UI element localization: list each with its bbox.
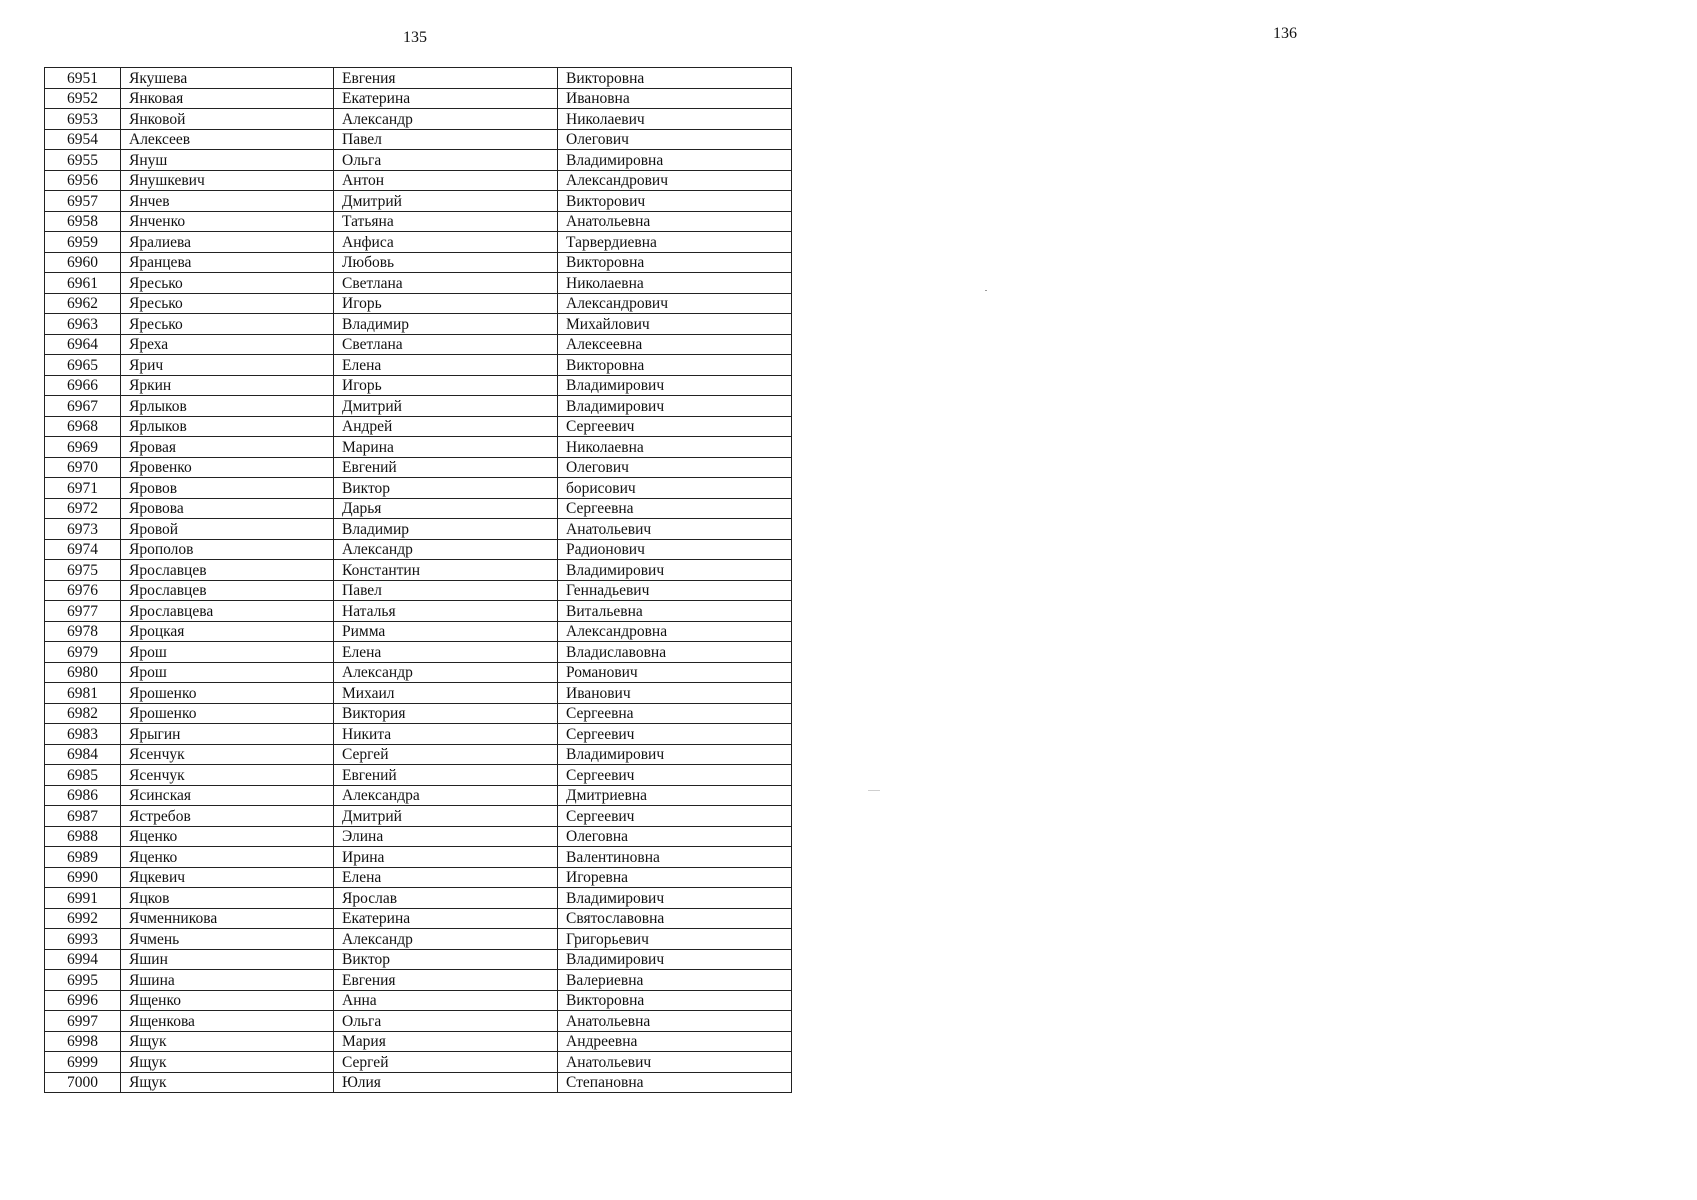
last-name-cell: Ячменникова xyxy=(121,908,334,929)
patronymic-cell: Сергеевна xyxy=(558,703,792,724)
table-row xyxy=(45,314,792,335)
patronymic-cell: Витальевна xyxy=(558,601,792,622)
record-number-cell: 6956 xyxy=(45,170,121,191)
table-row xyxy=(45,293,792,314)
last-name-cell: Яценко xyxy=(121,847,334,868)
patronymic-cell: Викторовна xyxy=(558,990,792,1011)
last-name-cell: Яроцкая xyxy=(121,621,334,642)
first-name-cell: Елена xyxy=(334,355,558,376)
patronymic-cell: Валентиновна xyxy=(558,847,792,868)
patronymic-cell: Олегович xyxy=(558,129,792,150)
last-name-cell: Януш xyxy=(121,150,334,171)
table-row xyxy=(45,252,792,273)
last-name-cell: Янушкевич xyxy=(121,170,334,191)
record-number-cell: 6969 xyxy=(45,437,121,458)
table-row xyxy=(45,990,792,1011)
table-row xyxy=(45,396,792,417)
table-row xyxy=(45,683,792,704)
first-name-cell: Дмитрий xyxy=(334,396,558,417)
first-name-cell: Евгений xyxy=(334,457,558,478)
record-number-cell: 6993 xyxy=(45,929,121,950)
first-name-cell: Игорь xyxy=(334,293,558,314)
record-number-cell: 6995 xyxy=(45,970,121,991)
record-number-cell: 6952 xyxy=(45,88,121,109)
table-row xyxy=(45,150,792,171)
patronymic-cell: Владиславовна xyxy=(558,642,792,663)
first-name-cell: Наталья xyxy=(334,601,558,622)
last-name-cell: Ясенчук xyxy=(121,744,334,765)
last-name-cell: Ярополов xyxy=(121,539,334,560)
record-number-cell: 6961 xyxy=(45,273,121,294)
patronymic-cell: Анатольевич xyxy=(558,519,792,540)
first-name-cell: Мария xyxy=(334,1031,558,1052)
first-name-cell: Ирина xyxy=(334,847,558,868)
patronymic-cell: Дмитриевна xyxy=(558,785,792,806)
patronymic-cell: Анатольевич xyxy=(558,1052,792,1073)
last-name-cell: Алексеев xyxy=(121,129,334,150)
last-name-cell: Яровая xyxy=(121,437,334,458)
patronymic-cell: Владимирович xyxy=(558,560,792,581)
last-name-cell: Ярлыков xyxy=(121,396,334,417)
patronymic-cell: Михайлович xyxy=(558,314,792,335)
record-number-cell: 6979 xyxy=(45,642,121,663)
table-row xyxy=(45,88,792,109)
last-name-cell: Ярич xyxy=(121,355,334,376)
first-name-cell: Дмитрий xyxy=(334,191,558,212)
last-name-cell: Яшин xyxy=(121,949,334,970)
record-number-cell: 6955 xyxy=(45,150,121,171)
last-name-cell: Яресько xyxy=(121,314,334,335)
record-number-cell: 6996 xyxy=(45,990,121,1011)
first-name-cell: Анна xyxy=(334,990,558,1011)
patronymic-cell: Ивановна xyxy=(558,88,792,109)
record-number-cell: 6963 xyxy=(45,314,121,335)
record-number-cell: 6960 xyxy=(45,252,121,273)
last-name-cell: Ярославцев xyxy=(121,560,334,581)
record-number-cell: 6989 xyxy=(45,847,121,868)
first-name-cell: Павел xyxy=(334,129,558,150)
first-name-cell: Александра xyxy=(334,785,558,806)
last-name-cell: Янченко xyxy=(121,211,334,232)
last-name-cell: Ященкова xyxy=(121,1011,334,1032)
last-name-cell: Ярославцева xyxy=(121,601,334,622)
patronymic-cell: Владимирович xyxy=(558,888,792,909)
page-number-left: 135 xyxy=(403,29,427,46)
record-number-cell: 6978 xyxy=(45,621,121,642)
patronymic-cell: Сергеевич xyxy=(558,765,792,786)
patronymic-cell: Радионович xyxy=(558,539,792,560)
table-row xyxy=(45,785,792,806)
record-number-cell: 6990 xyxy=(45,867,121,888)
table-row xyxy=(45,211,792,232)
first-name-cell: Юлия xyxy=(334,1072,558,1093)
table-row xyxy=(45,375,792,396)
first-name-cell: Виктор xyxy=(334,949,558,970)
last-name-cell: Яцкевич xyxy=(121,867,334,888)
record-number-cell: 6974 xyxy=(45,539,121,560)
record-number-cell: 6957 xyxy=(45,191,121,212)
patronymic-cell: Григорьевич xyxy=(558,929,792,950)
first-name-cell: Ольга xyxy=(334,1011,558,1032)
last-name-cell: Ящук xyxy=(121,1072,334,1093)
table-row xyxy=(45,1031,792,1052)
record-number-cell: 6997 xyxy=(45,1011,121,1032)
patronymic-cell: Сергеевич xyxy=(558,724,792,745)
table-row xyxy=(45,457,792,478)
table-row xyxy=(45,109,792,130)
patronymic-cell: Викторовна xyxy=(558,355,792,376)
patronymic-cell: Романович xyxy=(558,662,792,683)
last-name-cell: Ячмень xyxy=(121,929,334,950)
first-name-cell: Любовь xyxy=(334,252,558,273)
table-row xyxy=(45,129,792,150)
last-name-cell: Яресько xyxy=(121,273,334,294)
record-number-cell: 6983 xyxy=(45,724,121,745)
table-row xyxy=(45,867,792,888)
patronymic-cell: Святославовна xyxy=(558,908,792,929)
table-row xyxy=(45,334,792,355)
last-name-cell: Яцков xyxy=(121,888,334,909)
patronymic-cell: Николаевич xyxy=(558,109,792,130)
first-name-cell: Сергей xyxy=(334,744,558,765)
table-row xyxy=(45,724,792,745)
last-name-cell: Ярошенко xyxy=(121,683,334,704)
first-name-cell: Владимир xyxy=(334,519,558,540)
record-number-cell: 6999 xyxy=(45,1052,121,1073)
patronymic-cell: Викторович xyxy=(558,191,792,212)
patronymic-cell: Владимирович xyxy=(558,396,792,417)
last-name-cell: Ярыгин xyxy=(121,724,334,745)
patronymic-cell: Андреевна xyxy=(558,1031,792,1052)
table-row xyxy=(45,560,792,581)
table-row xyxy=(45,888,792,909)
record-number-cell: 6958 xyxy=(45,211,121,232)
record-number-cell: 6981 xyxy=(45,683,121,704)
roster-table xyxy=(44,67,792,1093)
record-number-cell: 6973 xyxy=(45,519,121,540)
first-name-cell: Евгений xyxy=(334,765,558,786)
last-name-cell: Ярош xyxy=(121,642,334,663)
first-name-cell: Михаил xyxy=(334,683,558,704)
last-name-cell: Ясинская xyxy=(121,785,334,806)
table-row xyxy=(45,355,792,376)
record-number-cell: 6962 xyxy=(45,293,121,314)
table-row xyxy=(45,929,792,950)
patronymic-cell: Николаевна xyxy=(558,437,792,458)
patronymic-cell: Владимирович xyxy=(558,744,792,765)
last-name-cell: Якушева xyxy=(121,68,334,89)
first-name-cell: Александр xyxy=(334,539,558,560)
roster-sheet xyxy=(44,67,791,1093)
patronymic-cell: Алексеевна xyxy=(558,334,792,355)
first-name-cell: Анфиса xyxy=(334,232,558,253)
first-name-cell: Игорь xyxy=(334,375,558,396)
patronymic-cell: Викторовна xyxy=(558,68,792,89)
record-number-cell: 6971 xyxy=(45,478,121,499)
record-number-cell: 6988 xyxy=(45,826,121,847)
table-row xyxy=(45,478,792,499)
last-name-cell: Яровова xyxy=(121,498,334,519)
last-name-cell: Янковой xyxy=(121,109,334,130)
patronymic-cell: Сергеевна xyxy=(558,498,792,519)
last-name-cell: Яреха xyxy=(121,334,334,355)
record-number-cell: 6977 xyxy=(45,601,121,622)
table-row xyxy=(45,847,792,868)
table-row xyxy=(45,273,792,294)
table-row xyxy=(45,68,792,89)
first-name-cell: Элина xyxy=(334,826,558,847)
first-name-cell: Татьяна xyxy=(334,211,558,232)
first-name-cell: Евгения xyxy=(334,970,558,991)
patronymic-cell: Александрович xyxy=(558,170,792,191)
table-row xyxy=(45,232,792,253)
table-row xyxy=(45,519,792,540)
patronymic-cell: Анатольевна xyxy=(558,1011,792,1032)
first-name-cell: Александр xyxy=(334,109,558,130)
table-row xyxy=(45,765,792,786)
page-number-right: 136 xyxy=(1273,25,1297,42)
record-number-cell: 6992 xyxy=(45,908,121,929)
table-row xyxy=(45,662,792,683)
first-name-cell: Римма xyxy=(334,621,558,642)
scan-speck xyxy=(868,790,880,791)
first-name-cell: Елена xyxy=(334,867,558,888)
last-name-cell: Ясенчук xyxy=(121,765,334,786)
first-name-cell: Дмитрий xyxy=(334,806,558,827)
last-name-cell: Яровов xyxy=(121,478,334,499)
last-name-cell: Ярошенко xyxy=(121,703,334,724)
patronymic-cell: Сергеевич xyxy=(558,416,792,437)
record-number-cell: 6968 xyxy=(45,416,121,437)
last-name-cell: Яркин xyxy=(121,375,334,396)
patronymic-cell: борисович xyxy=(558,478,792,499)
table-row xyxy=(45,826,792,847)
record-number-cell: 6991 xyxy=(45,888,121,909)
table-row xyxy=(45,744,792,765)
table-row xyxy=(45,621,792,642)
record-number-cell: 6986 xyxy=(45,785,121,806)
first-name-cell: Виктор xyxy=(334,478,558,499)
patronymic-cell: Владимировна xyxy=(558,150,792,171)
table-row xyxy=(45,498,792,519)
first-name-cell: Ярослав xyxy=(334,888,558,909)
patronymic-cell: Анатольевна xyxy=(558,211,792,232)
first-name-cell: Марина xyxy=(334,437,558,458)
record-number-cell: 6994 xyxy=(45,949,121,970)
patronymic-cell: Александрович xyxy=(558,293,792,314)
table-row xyxy=(45,539,792,560)
record-number-cell: 6987 xyxy=(45,806,121,827)
table-row xyxy=(45,601,792,622)
table-row xyxy=(45,949,792,970)
first-name-cell: Никита xyxy=(334,724,558,745)
table-row xyxy=(45,580,792,601)
record-number-cell: 6985 xyxy=(45,765,121,786)
record-number-cell: 6984 xyxy=(45,744,121,765)
patronymic-cell: Тарвердиевна xyxy=(558,232,792,253)
first-name-cell: Виктория xyxy=(334,703,558,724)
patronymic-cell: Валериевна xyxy=(558,970,792,991)
first-name-cell: Светлана xyxy=(334,273,558,294)
table-row xyxy=(45,1072,792,1093)
last-name-cell: Янковая xyxy=(121,88,334,109)
patronymic-cell: Олегович xyxy=(558,457,792,478)
first-name-cell: Александр xyxy=(334,929,558,950)
table-row xyxy=(45,170,792,191)
patronymic-cell: Николаевна xyxy=(558,273,792,294)
patronymic-cell: Игоревна xyxy=(558,867,792,888)
first-name-cell: Екатерина xyxy=(334,908,558,929)
last-name-cell: Яранцева xyxy=(121,252,334,273)
first-name-cell: Антон xyxy=(334,170,558,191)
first-name-cell: Павел xyxy=(334,580,558,601)
last-name-cell: Яресько xyxy=(121,293,334,314)
record-number-cell: 6998 xyxy=(45,1031,121,1052)
patronymic-cell: Владимирович xyxy=(558,375,792,396)
record-number-cell: 6972 xyxy=(45,498,121,519)
last-name-cell: Яшина xyxy=(121,970,334,991)
record-number-cell: 6967 xyxy=(45,396,121,417)
patronymic-cell: Геннадьевич xyxy=(558,580,792,601)
record-number-cell: 6980 xyxy=(45,662,121,683)
patronymic-cell: Сергеевич xyxy=(558,806,792,827)
record-number-cell: 6964 xyxy=(45,334,121,355)
record-number-cell: 6951 xyxy=(45,68,121,89)
last-name-cell: Яровой xyxy=(121,519,334,540)
patronymic-cell: Иванович xyxy=(558,683,792,704)
first-name-cell: Ольга xyxy=(334,150,558,171)
roster-table-body xyxy=(45,68,792,1093)
first-name-cell: Владимир xyxy=(334,314,558,335)
patronymic-cell: Викторовна xyxy=(558,252,792,273)
table-row xyxy=(45,416,792,437)
last-name-cell: Яровенко xyxy=(121,457,334,478)
first-name-cell: Сергей xyxy=(334,1052,558,1073)
record-number-cell: 6975 xyxy=(45,560,121,581)
table-row xyxy=(45,806,792,827)
last-name-cell: Ярлыков xyxy=(121,416,334,437)
last-name-cell: Яралиева xyxy=(121,232,334,253)
table-row xyxy=(45,191,792,212)
record-number-cell: 6982 xyxy=(45,703,121,724)
table-row xyxy=(45,908,792,929)
record-number-cell: 6976 xyxy=(45,580,121,601)
last-name-cell: Ястребов xyxy=(121,806,334,827)
first-name-cell: Елена xyxy=(334,642,558,663)
record-number-cell: 6959 xyxy=(45,232,121,253)
table-row xyxy=(45,1011,792,1032)
first-name-cell: Константин xyxy=(334,560,558,581)
last-name-cell: Яценко xyxy=(121,826,334,847)
first-name-cell: Александр xyxy=(334,662,558,683)
table-row xyxy=(45,437,792,458)
table-row xyxy=(45,642,792,663)
record-number-cell: 6970 xyxy=(45,457,121,478)
last-name-cell: Ящук xyxy=(121,1052,334,1073)
last-name-cell: Янчев xyxy=(121,191,334,212)
first-name-cell: Андрей xyxy=(334,416,558,437)
patronymic-cell: Степановна xyxy=(558,1072,792,1093)
table-row xyxy=(45,1052,792,1073)
first-name-cell: Евгения xyxy=(334,68,558,89)
first-name-cell: Светлана xyxy=(334,334,558,355)
scan-speck xyxy=(985,290,987,291)
first-name-cell: Екатерина xyxy=(334,88,558,109)
patronymic-cell: Олеговна xyxy=(558,826,792,847)
last-name-cell: Ященко xyxy=(121,990,334,1011)
patronymic-cell: Александровна xyxy=(558,621,792,642)
table-row xyxy=(45,703,792,724)
last-name-cell: Ярославцев xyxy=(121,580,334,601)
record-number-cell: 7000 xyxy=(45,1072,121,1093)
last-name-cell: Ярош xyxy=(121,662,334,683)
patronymic-cell: Владимирович xyxy=(558,949,792,970)
record-number-cell: 6954 xyxy=(45,129,121,150)
first-name-cell: Дарья xyxy=(334,498,558,519)
record-number-cell: 6966 xyxy=(45,375,121,396)
last-name-cell: Ящук xyxy=(121,1031,334,1052)
table-row xyxy=(45,970,792,991)
record-number-cell: 6965 xyxy=(45,355,121,376)
record-number-cell: 6953 xyxy=(45,109,121,130)
